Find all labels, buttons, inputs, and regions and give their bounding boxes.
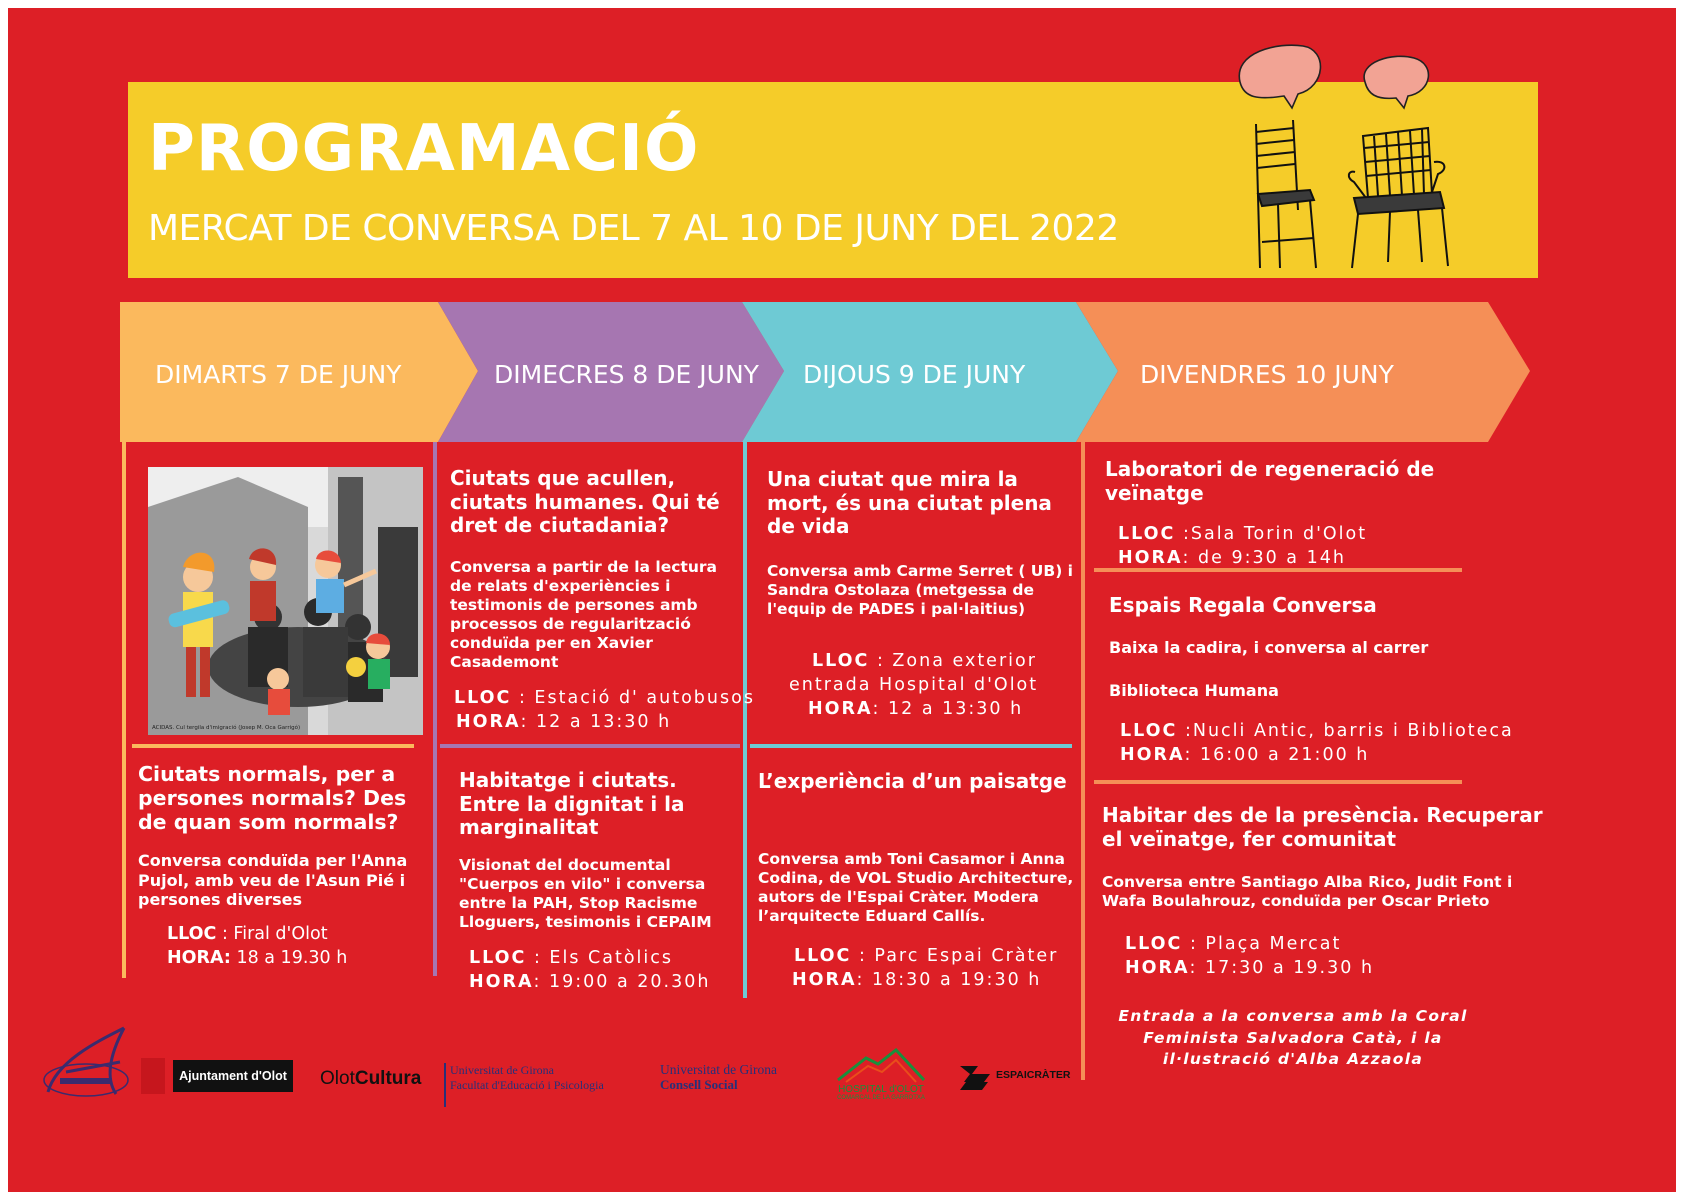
friday-event1-time: [1118, 546, 1346, 571]
friday-event2-line2: Biblioteca Humana: [1109, 681, 1279, 700]
wednesday-event2-hora-value: : 19:00 a 20.30h: [533, 972, 711, 992]
mountain-icon: [826, 1048, 936, 1084]
wednesday-event2-title: Habitatge i ciutats. Entre la dignitat i la marginalitat: [459, 768, 685, 840]
hora-label: HORA: [1125, 958, 1190, 978]
hora-label: HORA: [1120, 745, 1185, 765]
wednesday-event2-description: Visionat del documental "Cuerpos en vilo" i conversa entre la PAH, Stop Racisme Lloguers, tesimonis i CEPAIM: [459, 856, 712, 931]
tuesday-hora-value: 18 a 19.30 h: [230, 948, 348, 968]
hospital-logo-line1: HOSPITAL d'OLOT: [838, 1084, 924, 1095]
column-divider-tuesday: [122, 442, 126, 978]
hora-label: HORA: [469, 972, 534, 992]
thursday-event1-description: Conversa amb Carme Serret ( UB) i Sandra Ostolaza (metgessa de l'equip de PADES i pal·laitius): [767, 562, 1073, 618]
thursday-event2-description: Conversa amb Toni Casamor i Anna Codina, de VOL Studio Architecture, autors de l'Espai Cràter. Modera l’arquitecte Eduard Callís.: [758, 850, 1074, 925]
friday-event2-time: [1120, 743, 1369, 768]
wednesday-event1-lloc-value: : Estació d' autobusos: [511, 688, 755, 708]
friday-event2-hora-value: : 16:00 a 21:00 h: [1184, 745, 1370, 765]
friday-event3-place: [1125, 932, 1341, 957]
day-label-thursday: DIJOUS 9 DE JUNY: [803, 360, 1026, 389]
thursday-event1-place-line2: entrada Hospital d'Olot: [789, 675, 1039, 695]
hora-label: HORA: [456, 712, 521, 732]
lloc-label: LLOC: [1120, 721, 1178, 741]
friday-event1-lloc-value: :Sala Torin d'Olot: [1175, 524, 1368, 544]
espai-crater-logo-text: ESPAICRÀTER: [996, 1069, 1071, 1081]
hospital-logo-line2: COMARCAL DE LA GARROTXA: [837, 1095, 925, 1101]
lloc-label: LLOC: [454, 688, 512, 708]
lloc-label: LLOC: [794, 946, 852, 966]
day-label-wednesday: DIMECRES 8 DE JUNY: [494, 360, 759, 389]
friday-event3-time: [1125, 956, 1374, 981]
thursday-event1-title: Una ciutat que mira la mort, és una ciutat plena de vida: [767, 467, 1052, 539]
tuesday-lloc-value: : Firal d'Olot: [216, 924, 328, 944]
thursday-event1-place: [812, 649, 1037, 674]
hora-label: HORA: [792, 970, 857, 990]
separator-wednesday: [440, 744, 740, 748]
friday-event3-hora-value: : 17:30 a 19.30 h: [1189, 958, 1375, 978]
hospital-logo: [826, 1048, 936, 1104]
day-label-friday: DIVENDRES 10 JUNY: [1140, 360, 1394, 389]
wednesday-event2-place: [469, 946, 673, 971]
ajuntament-flag-icon: [141, 1058, 165, 1094]
wednesday-event2-lloc-value: : Els Catòlics: [526, 948, 674, 968]
ajuntament-logo-text: Ajuntament d'Olot: [179, 1069, 287, 1083]
lloc-label: LLOC: [167, 924, 217, 944]
event-photo: [148, 467, 423, 735]
udg-consell-line2: Consell Social: [660, 1076, 738, 1092]
separator-friday-2: [1094, 780, 1462, 784]
friday-event1-place: [1118, 522, 1367, 547]
friday-event1-hora-value: : de 9:30 a 14h: [1182, 548, 1346, 568]
wednesday-event1-hora-value: : 12 a 13:30 h: [520, 712, 672, 732]
page-subtitle: MERCAT DE CONVERSA DEL 7 AL 10 DE JUNY DEL 2022: [148, 208, 1119, 249]
thursday-event2-title: L’experiència d’un paisatge: [758, 769, 1067, 793]
poster: [8, 8, 1676, 1192]
udg-consell-line1: Universitat de Girona: [660, 1062, 777, 1077]
friday-event2-title: Espais Regala Conversa: [1109, 593, 1377, 617]
thursday-event1-lloc-value: : Zona exterior: [869, 651, 1037, 671]
thursday-event2-lloc-value: : Parc Espai Cràter: [851, 946, 1059, 966]
hora-label: HORA:: [167, 948, 231, 968]
page-title: PROGRAMACIÓ: [148, 112, 700, 186]
hora-label: HORA: [1118, 548, 1183, 568]
footer-note: Entrada a la conversa amb la Coral Feminista Salvadora Catà, i la il·lustració d'Alba Azzaola: [1118, 1007, 1468, 1069]
thursday-event1-time: [808, 697, 1023, 722]
tuesday-event-time: [167, 946, 347, 971]
photo-caption: ACIDAS. Cul tergila d'imigració (Josep M. Oca Garrigó): [152, 725, 301, 731]
tuesday-event-description: Conversa conduïda per l'Anna Pujol, amb veu de l'Asun Pié i persones diverses: [138, 851, 408, 910]
friday-event2-line1: Baixa la cadira, i conversa al carrer: [1109, 638, 1429, 657]
lloc-label: LLOC: [1125, 934, 1183, 954]
separator-tuesday: [132, 744, 414, 748]
ajuntament-logo: [173, 1060, 293, 1092]
wednesday-event1-time: [456, 710, 671, 735]
friday-event2-place: [1120, 719, 1514, 744]
udg-faculty-logo: [444, 1063, 629, 1107]
friday-event3-description: Conversa entre Santiago Alba Rico, Judit Font i Wafa Boulahrouz, conduïda per Oscar Prieto: [1102, 873, 1513, 910]
friday-event3-title: Habitar des de la presència. Recuperar el veïnatge, fer comunitat: [1102, 803, 1543, 851]
thursday-event2-place: [794, 944, 1058, 969]
wednesday-event1-description: Conversa a partir de la lectura de relats d'experiències i testimonis de persones amb processos de regularització conduïda per en Xavier Casademont: [450, 558, 717, 671]
olot-cultura-a: Olot: [320, 1068, 355, 1089]
udg-faculty-line2: Facultat d'Educació i Psicologia: [450, 1078, 604, 1092]
tuesday-event-title: Ciutats normals, per a persones normals? Des de quan som normals?: [138, 762, 407, 835]
hora-label: HORA: [808, 699, 873, 719]
lloc-label: LLOC: [812, 651, 870, 671]
photo-illustration: [148, 467, 423, 735]
espai-crater-logo: [958, 1060, 1071, 1092]
lloc-label: LLOC: [469, 948, 527, 968]
column-divider-thursday: [743, 442, 747, 998]
wednesday-event2-time: [469, 970, 710, 995]
thursday-event2-time: [792, 968, 1041, 993]
association-logo-icon: [36, 1022, 136, 1102]
day-arrows: [8, 8, 1676, 468]
friday-event2-lloc-value: :Nucli Antic, barris i Biblioteca: [1177, 721, 1514, 741]
thursday-event1-hora-value: : 12 a 13:30 h: [872, 699, 1024, 719]
friday-event3-lloc-value: : Plaça Mercat: [1182, 934, 1342, 954]
separator-thursday: [750, 744, 1072, 748]
column-divider-friday: [1081, 442, 1085, 1080]
column-divider-wednesday: [433, 442, 437, 976]
udg-consell-logo: [660, 1062, 777, 1092]
espai-crater-icon: [958, 1060, 994, 1092]
tuesday-event-place: [167, 922, 328, 947]
olot-cultura-b: Cultura: [354, 1068, 422, 1089]
wednesday-event1-title: Ciutats que acullen, ciutats humanes. Qui té dret de ciutadania?: [450, 466, 720, 538]
day-label-tuesday: DIMARTS 7 DE JUNY: [155, 360, 402, 389]
lloc-label: LLOC: [1118, 524, 1176, 544]
udg-faculty-line1: Universitat de Girona: [450, 1063, 554, 1077]
olot-cultura-logo: [320, 1068, 421, 1090]
thursday-event2-hora-value: : 18:30 a 19:30 h: [856, 970, 1042, 990]
friday-event1-title: Laboratori de regeneració de veïnatge: [1105, 457, 1435, 505]
wednesday-event1-place: [454, 686, 755, 711]
